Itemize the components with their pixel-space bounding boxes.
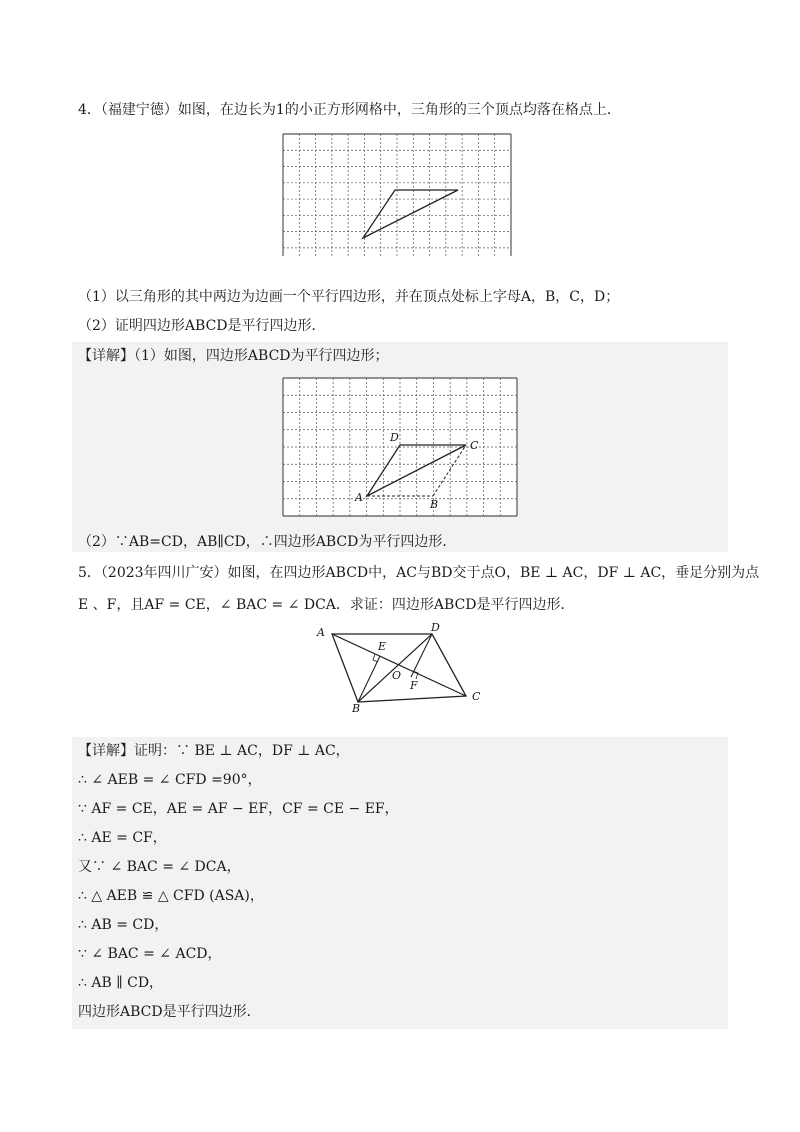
solution-line: ∴ AE = CF， [78, 830, 167, 846]
solution-line: 四边形ABCD是平行四边形． [78, 1004, 261, 1020]
label-c: C [472, 690, 481, 703]
label-o: O [392, 669, 402, 682]
q5-statement-line1 [78, 563, 759, 583]
q5-number: 5． [78, 565, 101, 581]
solution-line: ∴ ∠ AEB = ∠ CFD =90°， [78, 772, 262, 788]
q5-statement-line2: E 、F，且AF = CE，∠ BAC = ∠ DCA．求证：四边形ABCD是平行四边形． [78, 597, 575, 613]
solution-line: 又∵ ∠ BAC = ∠ DCA， [78, 859, 241, 875]
label-b: B [352, 702, 361, 715]
q4-statement [78, 100, 621, 120]
q4-part2: （2）证明四边形ABCD是平行四边形． [78, 318, 326, 334]
q5-figure-quadrilateral [312, 622, 492, 714]
solution-line: 【详解】证明：∵ BE ⊥ AC，DF ⊥ AC， [78, 743, 350, 759]
q4-answer-head: 【详解】（1）如图，四边形ABCD为平行四边形； [78, 348, 389, 364]
diagonal-bd [358, 634, 432, 702]
grid-lines [283, 134, 511, 256]
segment-df [411, 634, 432, 677]
q4-text: （福建宁德）如图，在边长为1的小正方形网格中，三角形的三个顶点均落在格点上． [100, 102, 621, 118]
q4-part1: （1）以三角形的其中两边为边画一个平行四边形，并在顶点处标上字母A，B，C，D； [78, 289, 620, 305]
label-b: B [430, 498, 439, 511]
q5-text-line1: （2023年四川广安）如图，在四边形ABCD中，AC与BD交于点O，BE ⊥ AC，DF ⊥ AC，垂足分别为点 [100, 565, 760, 581]
label-a: A [355, 491, 363, 504]
triangle [363, 190, 458, 238]
q4-figure-grid-triangle [283, 134, 511, 256]
quadrilateral-abcd [332, 634, 466, 702]
solution-line: ∵ AF = CE，AE = AF − EF，CF = CE − EF， [78, 801, 399, 817]
label-f: F [410, 679, 418, 692]
segment-be [358, 656, 380, 702]
label-c: C [470, 439, 479, 452]
solution-line: ∵ ∠ BAC = ∠ ACD， [78, 946, 222, 962]
label-e: E [378, 640, 387, 653]
label-d: D [390, 431, 399, 444]
solution-line: ∴ AB = CD， [78, 917, 169, 933]
q4-answer-part2: （2）∵AB=CD，AB∥CD，∴四边形ABCD为平行四边形． [78, 534, 457, 550]
solution-line: ∴ △ AEB ≌ △ CFD (ASA)， [78, 888, 264, 904]
q4-figure-parallelogram [283, 378, 517, 516]
solution-line: ∴ AB ∥ CD， [78, 975, 164, 991]
label-a: A [317, 626, 325, 639]
label-d: D [431, 621, 440, 634]
q4-number: 4． [78, 102, 101, 118]
